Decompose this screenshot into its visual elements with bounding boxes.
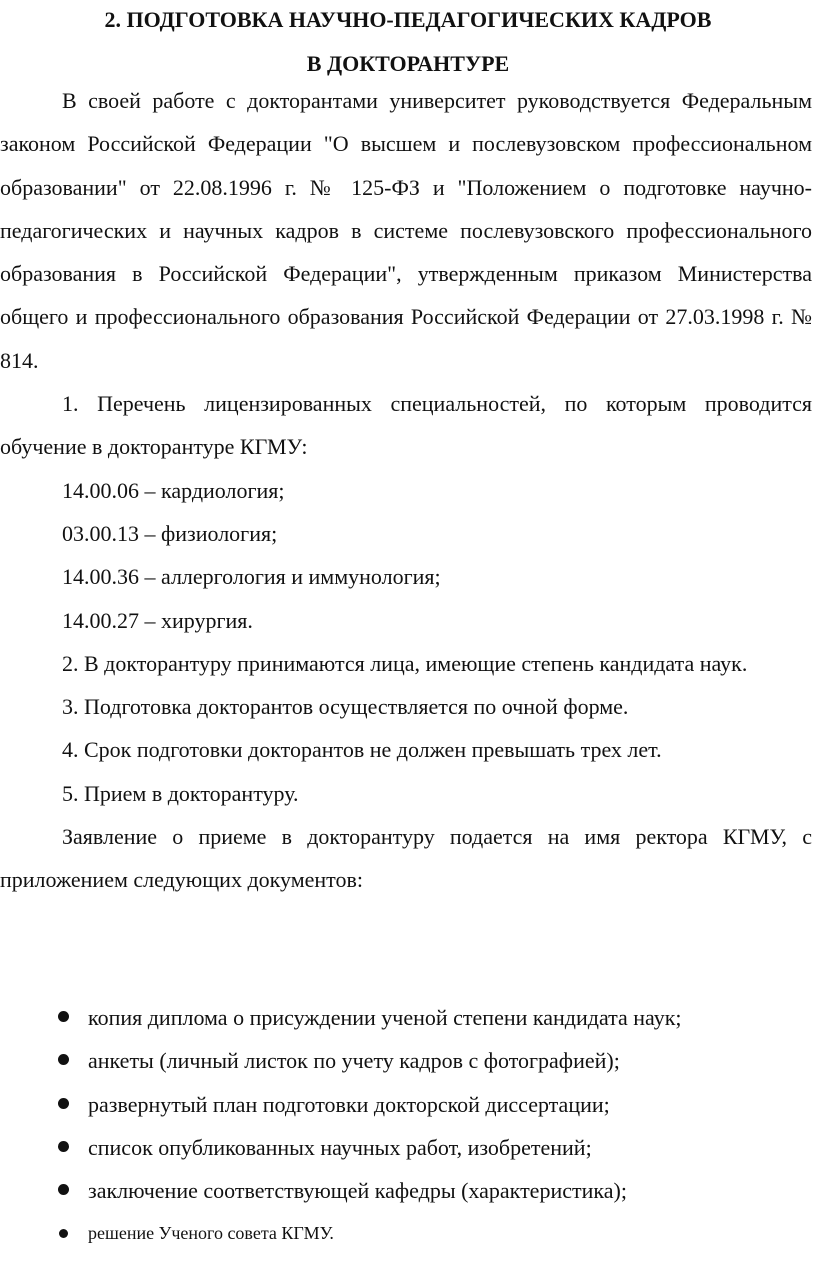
intro-paragraph: В своей работе с докторантами университет руководствуется Федеральным законом Российской Федерации "О высшем и послевузовском профессиональном образовании" от 22.08.1996 г. № 125-ФЗ и "Положением о подготовке научно-педагогических и научных кадров в системе послевузовского профессионального образования в Российской Федерации", утвержденным приказом Министерства общего и профессионального образования Российской Федерации от 27.03.1998 г. № 814. [0, 88, 812, 373]
page-title [0, 5, 816, 79]
list-item [0, 1126, 812, 1169]
bullet-icon [58, 1098, 69, 1109]
specialty-line: 03.00.13 – физиология; [62, 520, 278, 546]
document-body [0, 79, 812, 902]
list-item-text: заключение соответствующей кафедры (характеристика); [88, 1178, 627, 1204]
bullet-icon [58, 1184, 69, 1195]
list-item [0, 1212, 812, 1255]
specialty-line: 14.00.36 – аллергология и иммунология; [62, 564, 441, 590]
item-4-line: 4. Срок подготовки докторантов не должен превышать трех лет. [62, 737, 662, 763]
item-2-paragraph: 2. В докторантуру принимаются лица, имеющие степень кандидата наук. [62, 650, 748, 676]
list-item [0, 1083, 812, 1126]
bullet-icon [58, 1054, 69, 1065]
list-item [0, 996, 812, 1039]
list-item-text: анкеты (личный листок по учету кадров с фотографией); [88, 1048, 620, 1074]
item-5-line: 5. Прием в докторантуру. [62, 780, 299, 806]
title-line-2: В ДОКТОРАНТУРЕ [306, 51, 510, 76]
list-item-text: список опубликованных научных работ, изобретений; [88, 1134, 592, 1160]
list-item-text: копия диплома о присуждении ученой степени кандидата наук; [88, 1005, 682, 1030]
bullet-icon [58, 1141, 69, 1152]
bullet-icon [58, 1011, 69, 1022]
list-item [0, 1169, 812, 1212]
list-item-text: развернутый план подготовки докторской диссертации; [88, 1091, 610, 1117]
documents-list [0, 996, 812, 1256]
list-item [0, 1039, 812, 1082]
title-line-1: 2. ПОДГОТОВКА НАУЧНО-ПЕДАГОГИЧЕСКИХ КАДРОВ [104, 7, 712, 32]
specialty-line: 14.00.06 – кардиология; [62, 477, 285, 503]
application-paragraph: Заявление о приеме в докторантуру подается на имя ректора КГМУ, с приложением следующих документов: [0, 824, 812, 893]
item-3-line: 3. Подготовка докторантов осуществляется по очной форме. [62, 694, 629, 720]
item-1-paragraph: 1. Перечень лицензированных специальностей, по которым проводится обучение в докторантуре КГМУ: [0, 391, 812, 460]
list-item-text: решение Ученого совета КГМУ. [88, 1223, 334, 1244]
specialty-line: 14.00.27 – хирургия. [62, 607, 253, 633]
bullet-icon [59, 1229, 68, 1238]
